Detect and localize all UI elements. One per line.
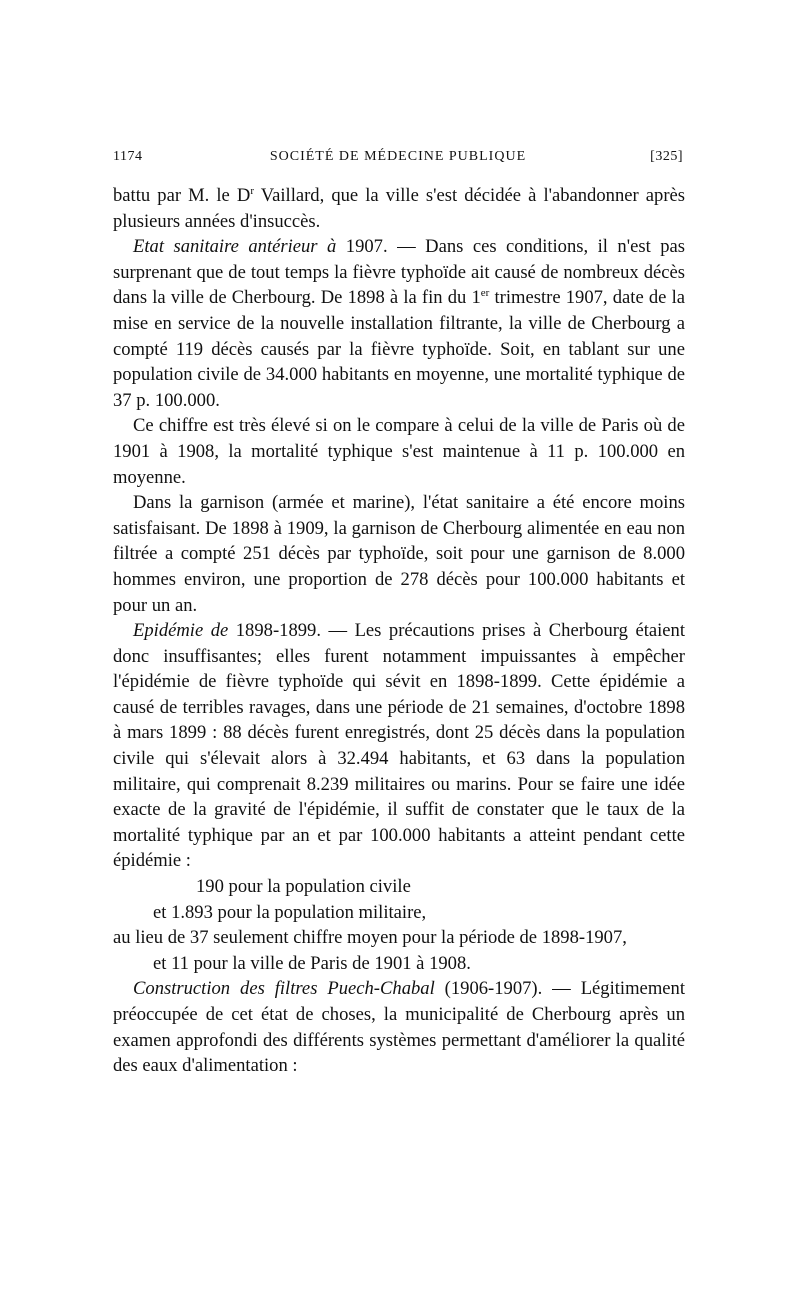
section-heading: Construction des filtres Puech-Chabal [133,978,435,1000]
page-number: 1174 [113,149,143,164]
paragraph: battu par M. le $D^r$ Vaillard, que la ville s'est décidée à l'abandonner après plusieurs années d'insuccès. [113,184,686,232]
list-line: 190 pour la population civile [196,876,411,898]
paragraph: Ce chiffre est très élevé si on le compare à celui de la ville de Paris où de 1901 à 1908, la mortalité typhique s'est maintenue à 11 p. 100.000 en moyenne. [113,415,685,488]
body-text [113,183,685,1079]
list-line: et 1.893 pour la population militaire, [153,901,427,923]
paragraph: Construction des filtres Puech-Chabal (1906-1907). — Légitimement préoccupée de cet état de choses, la municipalité de Cherbourg après un examen approfondi des différents systèmes permettant d'améliorer la qualité des eaux d'alimentation : [113,978,685,1077]
section-heading: Epidémie de [133,620,229,642]
running-title: SOCIÉTÉ DE MÉDECINE PUBLIQUE [269,149,527,164]
paragraph: Etat sanitaire antérieur à 1907. — Dans ces conditions, il n'est pas surprenant que de tout temps la fièvre typhoïde ait causé de nombreux décès dans la ville de Cherbourg. De 1898 à la fin du 1er trimestre 1907, date de la mise en service de la nouvelle installation filtrante, la ville de Cherbourg a compté 119 décès causés par la fièvre typhoïde. Soit, en tablant sur une population civile de 34.000 habitants en moyenne, une mortalité typhique de 37 p. 100.000. [113,236,685,411]
section-heading: Etat sanitaire antérieur à [133,236,337,258]
signature-mark: [325] [650,149,683,164]
paragraph: Dans la garnison (armée et marine), l'état sanitaire a été encore moins satisfaisant. De 1898 à 1909, la garnison de Cherbourg alimentée en eau non filtrée a compté 251 décès par typhoïde, soit pour une garnison de 8.000 hommes environ, une proportion de 278 décès pour 100.000 habitants et pour un an. [113,492,685,616]
paragraph: Epidémie de 1898-1899. — Les précautions prises à Cherbourg étaient donc insuffisantes; elles furent notamment impuissantes à empêcher l'épidémie de fièvre typhoïde qui sévit en 1898-1899. Cette épidémie a causé de terribles ravages, dans une période de 21 semaines, d'octobre 1898 à mars 1899 : 88 décès furent enregistrés, dont 25 décès dans la population civile qui s'élevait alors à 32.494 habitants, et 63 dans la population militaire, qui comprenait 8.239 militaires ou marins. Pour se faire une idée exacte de la gravité de l'épidémie, il suffit de constater que le taux de la mortalité typhique par an et par 100.000 habitants a atteint pendant cette épidémie : [113,620,685,872]
list-line: au lieu de 37 seulement chiffre moyen pour la période de 1898-1907, [113,927,627,949]
list-line: et 11 pour la ville de Paris de 1901 à 1908. [153,952,471,974]
